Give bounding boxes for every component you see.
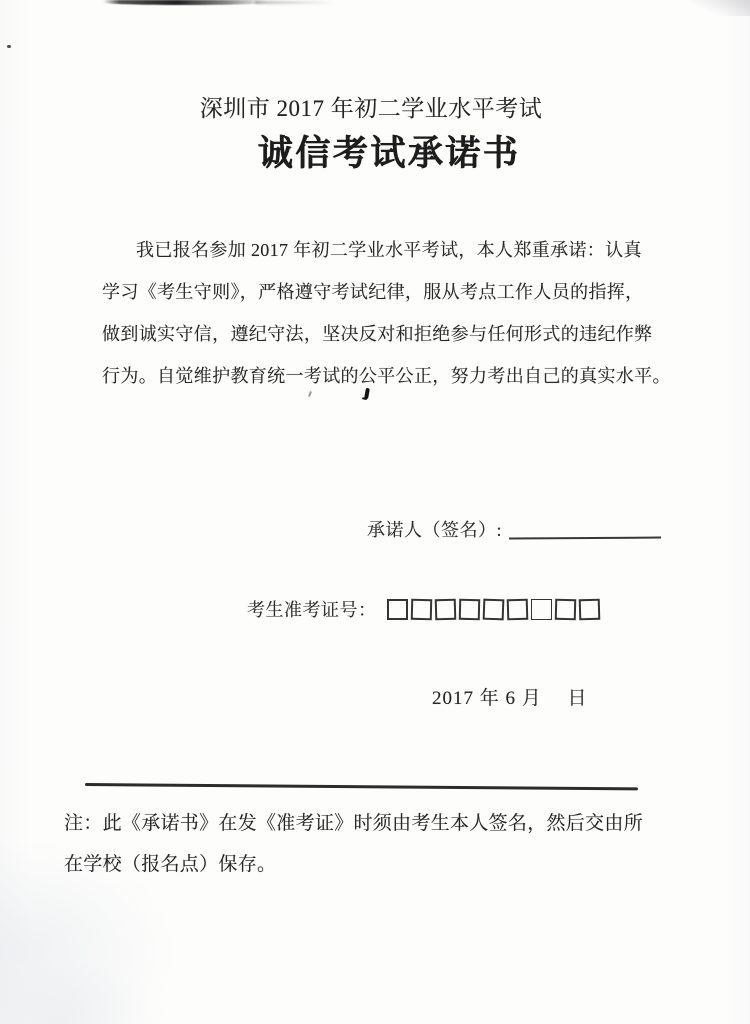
- admission-number-box: [387, 599, 408, 620]
- footnote-line: 在学校（报名点）保存。: [64, 854, 277, 875]
- doc-date: 2017 年 6 月 日: [432, 688, 588, 709]
- doc-title: 诚信考试承诺书: [257, 134, 521, 173]
- admission-number-box: [458, 598, 480, 620]
- scan-smudge-artifact: [103, 0, 268, 5]
- scan-corner-shadow: [688, 0, 750, 16]
- signature-row: [367, 516, 661, 542]
- signature-blank-line: [509, 523, 661, 540]
- admission-number-box: [554, 598, 576, 620]
- signature-label: 承诺人（签名）:: [367, 520, 503, 540]
- paragraph-line: 行为。自觉维护教育统一考试的公平公正，努力考出自己的真实水平。: [102, 366, 671, 386]
- doc-subtitle: 深圳市 2017 年初二学业水平考试: [199, 96, 543, 121]
- paragraph-line: 学习《考生守则》，严格遵守考试纪律，服从考点工作人员的指挥，: [102, 282, 644, 302]
- admission-number-box: [410, 598, 432, 620]
- admission-number-row: [247, 594, 600, 624]
- admission-number-label: 考生准考证号：: [247, 600, 377, 620]
- admission-number-box: [434, 598, 456, 620]
- divider-rule: [85, 783, 638, 790]
- scan-smudge-artifact-tail: [255, 1, 335, 4]
- footnote-line: 注：此《承诺书》在发《准考证》时须由考生本人签名，然后交由所: [64, 813, 644, 834]
- body-paragraph: [102, 229, 671, 397]
- admission-number-box: [506, 598, 528, 620]
- admission-number-box: [482, 598, 504, 620]
- paragraph-line: 做到诚实守信，遵纪守法，坚决反对和拒绝参与任何形式的违纪作弊: [102, 324, 653, 344]
- scan-speck-artifact: [7, 45, 11, 48]
- footnote: [64, 803, 664, 885]
- paragraph-line: 我已报名参加 2017 年初二学业水平考试，本人郑重承诺：认真: [136, 240, 642, 260]
- admission-number-box: [531, 599, 552, 620]
- admission-box-row: [387, 599, 600, 620]
- admission-number-box: [578, 598, 600, 620]
